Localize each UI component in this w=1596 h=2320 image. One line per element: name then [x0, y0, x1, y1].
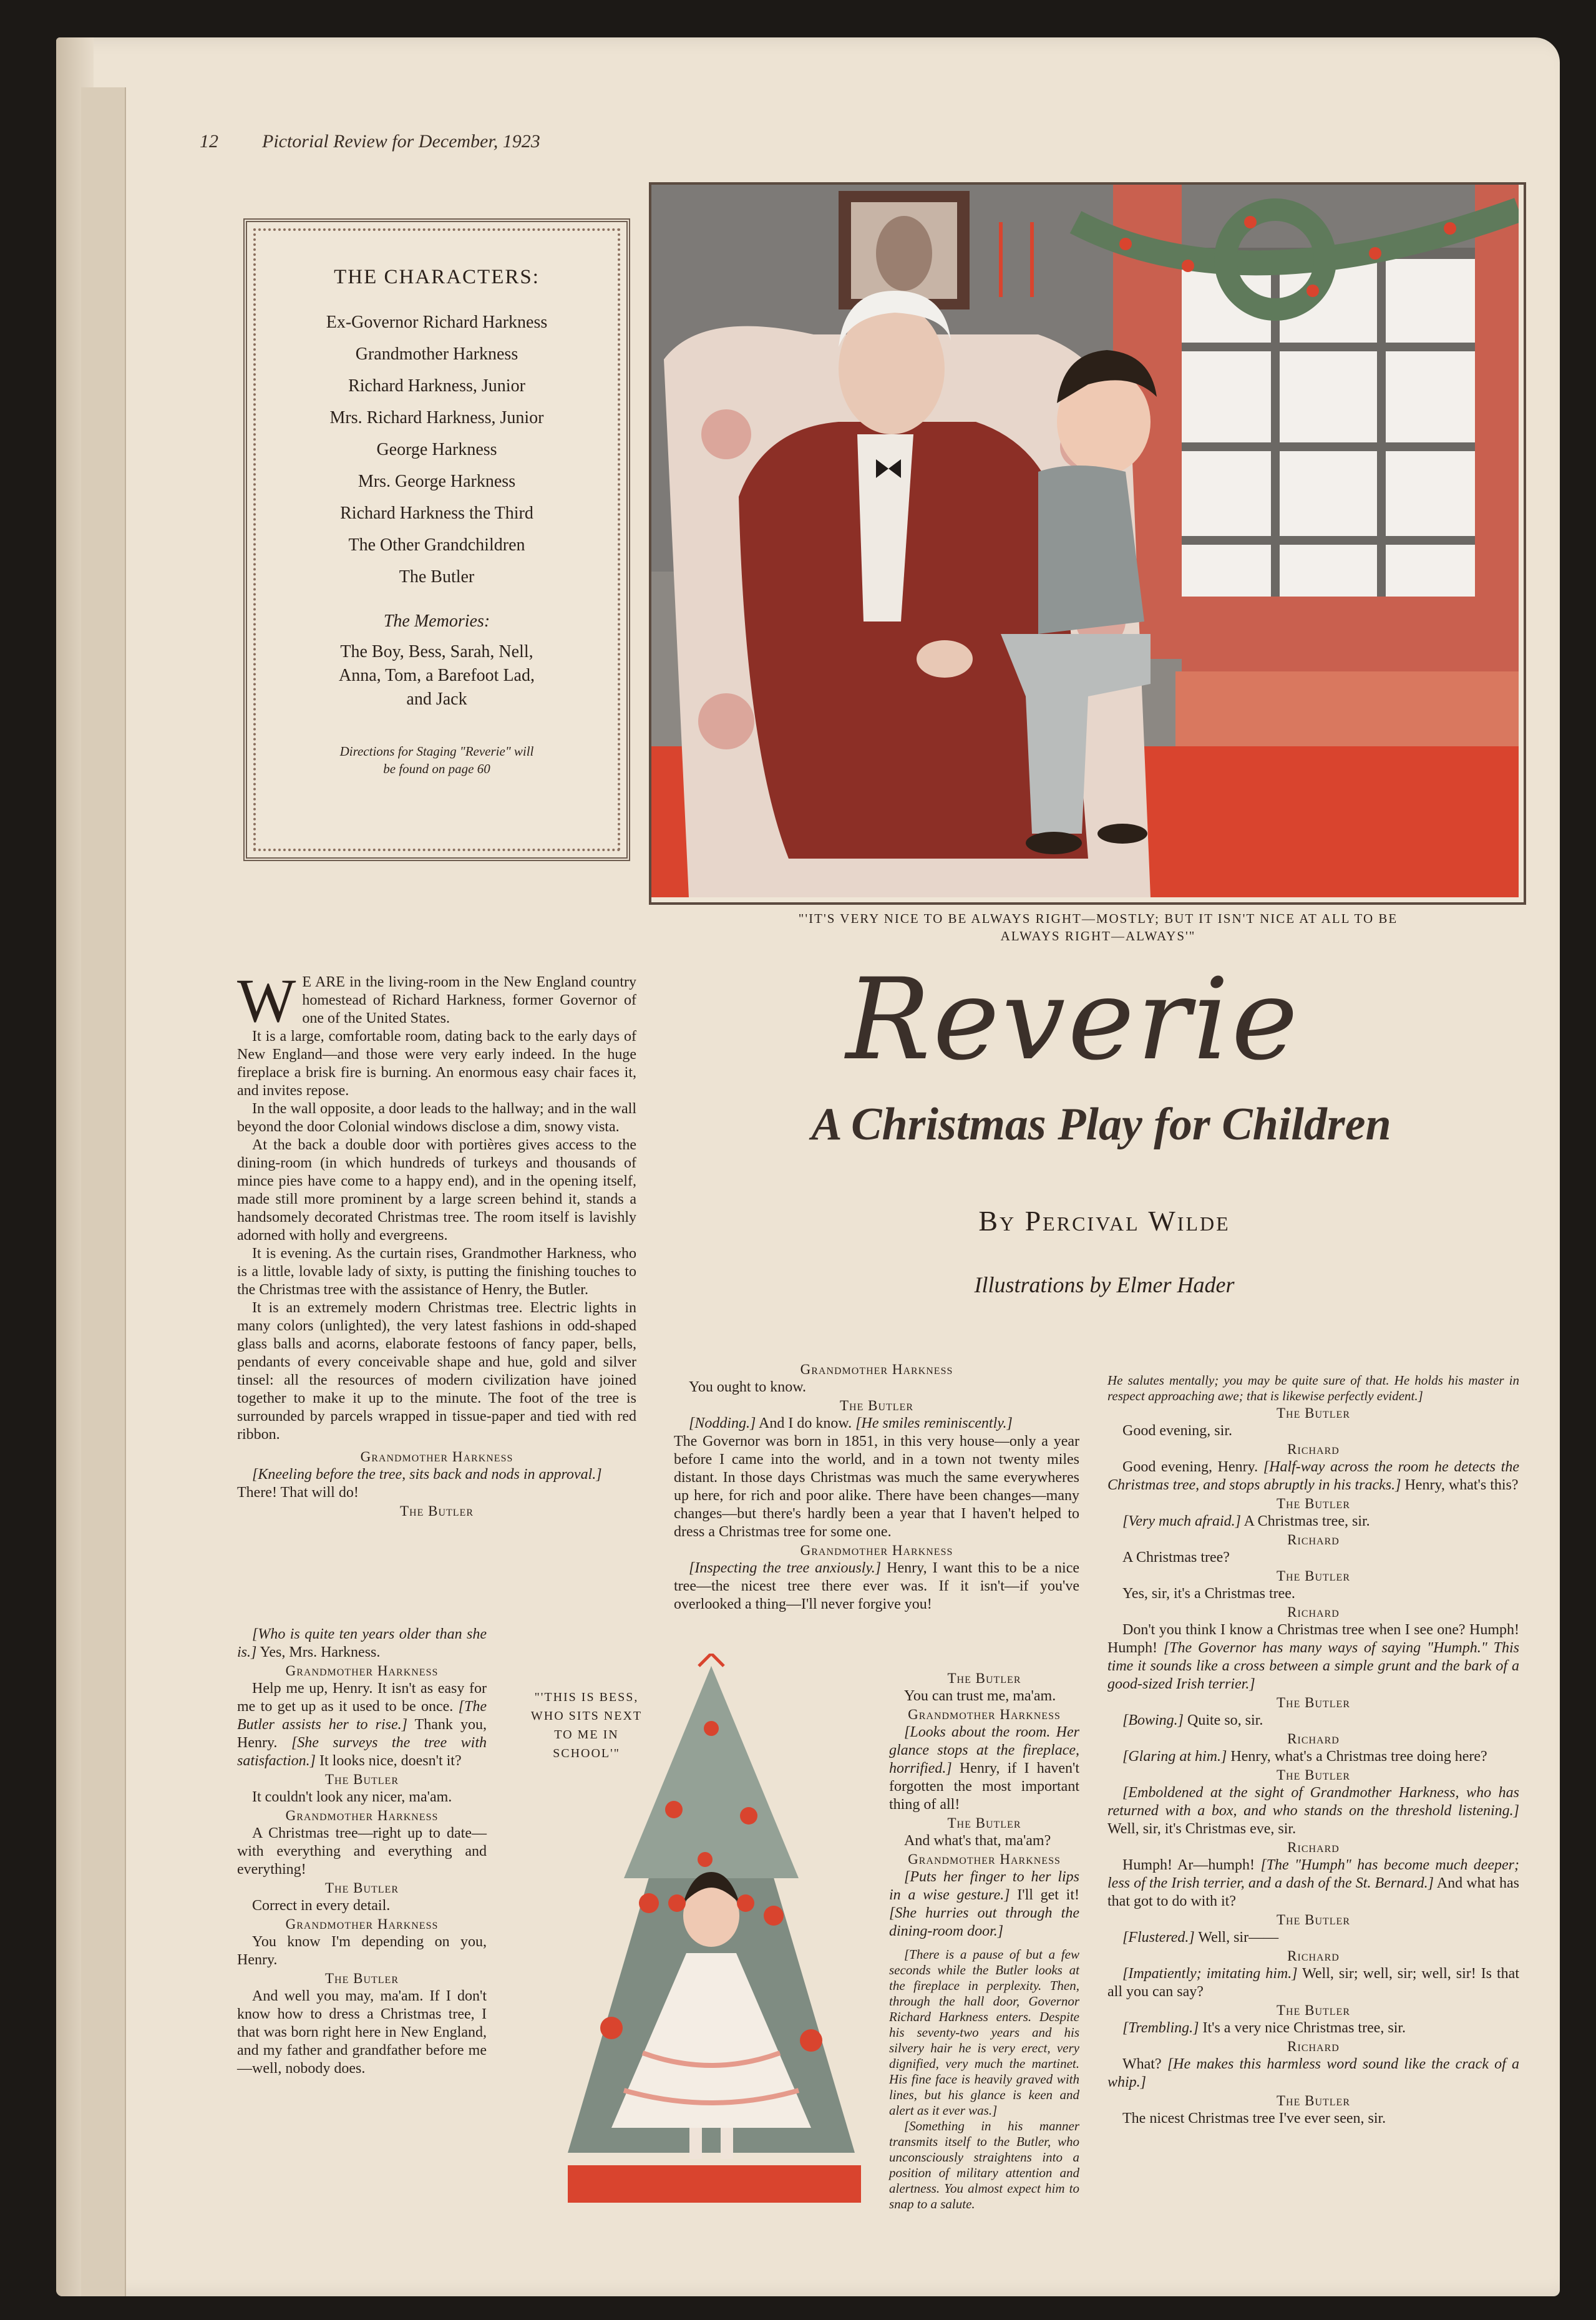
drop-cap: W [237, 966, 296, 1035]
speaker: The Butler [324, 1772, 399, 1787]
staging-directions: Directions for Staging "Reverie" will be found on page 60 [339, 744, 534, 776]
speaker: The Butler [1276, 1912, 1350, 1928]
speaker: The Butler [1276, 2093, 1350, 2108]
speaker: Grandmother Harkness [360, 1449, 513, 1465]
speaker: The Butler [399, 1503, 474, 1519]
speaker: Richard [1287, 1532, 1340, 1547]
memories-line: The Boy, Bess, Sarah, Nell, [340, 642, 533, 661]
speaker: Richard [1287, 1948, 1340, 1964]
speaker: Richard [1287, 1731, 1340, 1747]
speaker: Grandmother Harkness [285, 1808, 439, 1823]
column-intro-top: W E ARE in the living-room in the New England country homestead of Richard Harkness, former Governor of one of the United States. It is a large, comfortable room, dating back to the early days of New England—and those were very early indeed. In the huge fireplace a brisk fire is burning. An enormous easy chair faces it, and invites repose. In the wall opposite, a door leads to the hallway; and in the wall beyond the door Colonial windows disclose a dim, snowy vista. At the back a double door with portières gives access to the dining-room (in which hundreds of turkeys and thousands of mince pies have come to a happy end), and in the opening itself, made still more prominent by a large screen behind it, stands a handsomely decorated Christmas tree. The room itself is lavishly adorned with holly and evergreens. It is evening. As the curtain rises, Grandmother Harkness, who is a little, lovable lady of sixty, is putting the finishing touches to the Christmas tree with the assistance of Henry, the Butler. It is an extremely modern Christmas tree. Electric lights in many colors (unlighted), the very latest fashions in odd-shaped glass balls and acorns, elaborate festoons of fancy paper, bells, pendants of every conceivable shape and hue, gold and silver tinsel: all the resources of modern civilization have joined together to make it up to the minute. The foot of the tree is surrounded by parcels wrapped in tissue-paper and tied with red ribbon. Grandmother Harkness [Kneeling before the tree, sits back and nods in approval.] There! That will do! The Butler [237, 966, 636, 1519]
speaker: Richard [1287, 2039, 1340, 2054]
speaker: Grandmother Harkness [800, 1362, 953, 1377]
speaker: The Butler [1276, 1695, 1350, 1710]
character-item: Mrs. George Harkness [358, 472, 516, 491]
stage-direction: He salutes mentally; you may be quite sure of that. He holds his master in respect approaching awe; that is likewise perfectly evident.] [1107, 1373, 1519, 1403]
speaker: The Butler [1276, 2002, 1350, 2018]
author-byline: By Percival Wilde [978, 1205, 1230, 1237]
speaker: Grandmother Harkness [800, 1543, 953, 1558]
character-item: Mrs. Richard Harkness, Junior [329, 408, 544, 427]
speaker: The Butler [1276, 1405, 1350, 1421]
column-right: He salutes mentally; you may be quite sure of that. He holds his master in respect approaching awe; that is likewise perfectly evident.] The Butler Good evening, sir. Richard Good evening, Henry. [Half-way across the room he detects the Christmas tree, and stops abruptly in his tracks.] Henry, what's this? The Butler [Very much afraid.] A Christmas tree, sir. Richard A Christmas tree? The Butler Yes, sir, it's a Christmas tree. Richard Don't you think I know a Christmas tree when I see one? Humph! Humph! [The Governor has many ways of saying "Humph." This time it sounds like a cross between a simple grunt and the bark of a good-sized Irish terrier.] The Butler [Bowing.] Quite so, sir. Richard [Glaring at him.] Henry, what's a Christmas tree doing here? The Butler [Emboldened at the sight of Grandmother Harkness, who has returned with a box, and who stands on the threshold listening.] Well, sir, it's Christmas eve, sir. Richard Humph! Ar—humph! [The "Humph" has become much deeper; less of the Irish terrier, and a dash of the St. Bernard.] And what has that got to do with it? The Butler [Flustered.] Well, sir—— Richard [Impatiently; imitating him.] Well, sir; well, sir; well, sir! Is that all you can say? The Butler [Trembling.] It's a very nice Christmas tree, sir. Richard What? [He makes this harmless word sound like the crack of a whip.] The Butler The nicest Christmas tree I've ever seen, sir. [1107, 1373, 1520, 2127]
speaker: The Butler [947, 1815, 1021, 1831]
character-item: Grandmother Harkness [355, 344, 518, 364]
illustration-caption: "'IT'S VERY NICE TO BE ALWAYS RIGHT—MOSTLY; BUT IT ISN'T NICE AT ALL TO BE ALWAYS RIGHT—ALWAYS'" [798, 911, 1398, 943]
speaker: Grandmother Harkness [285, 1663, 439, 1679]
column-dialogue-left: [Who is quite ten years older than she is.] Yes, Mrs. Harkness. Grandmother Harkness Help me up, Henry. It isn't as easy for me to get up as it used to be once. [The Butler assists her to rise.] Thank you, Henry. [She surveys the tree with satisfaction.] It looks nice, doesn't it? The Butler It couldn't look any nicer, ma'am. Grandmother Harkness A Christmas tree—right up to date—with everything and everything and everything! The Butler Correct in every detail. Grandmother Harkness You know I'm depending on you, Henry. The Butler And well you may, ma'am. If I don't know how to dress a Christmas tree, I that was born right here in New England, and my father and grandfather before me—well, nobody does. [237, 1626, 487, 2077]
speaker: The Butler [324, 1971, 399, 1986]
character-item: The Butler [399, 567, 475, 587]
speaker: The Butler [839, 1398, 913, 1413]
column-middle: Grandmother Harkness You ought to know. The Butler [Nodding.] And I do know. [He smiles reminiscently.] The Governor was born in 1851, in this very house—only a year before I came into the world, and in a town not twenty miles distant. In those days Christmas was much the same everywheres up here, for rich and poor alike. There have been changes—many changes—but there's hardly been a year that I haven't helped to dress a Christmas tree for some one. Grandmother Harkness [Inspecting the tree anxiously.] Henry, I want this to be a nice tree—the nicest tree there ever was. If it isn't—if you've overlooked a thing—I'll never forgive you! [674, 1362, 1079, 1612]
stage-direction: [There is a pause of but a few seconds while the Butler looks at the fireplace in perplexity. Then, through the hall door, Governor Richard Harkness enters. Despite his seventy-two years and his silvery hair he is very erect, very dignified, very much the martinet. His fine face is heavily graved with lines, but his glance is keen and alert as it ever was.] [889, 1947, 1079, 2118]
stage-direction: [Something in his manner transmits itself to the Butler, who unconsciously straightens into a position of military attention and alertness. You almost expect him to snap to a salute. [889, 2118, 1079, 2211]
speaker: Grandmother Harkness [285, 1916, 439, 1932]
character-item: Richard Harkness, Junior [348, 376, 525, 396]
magazine-page [56, 37, 1560, 2296]
illustration-svg [651, 185, 1519, 897]
grandfather-and-boy-illustration [649, 182, 1526, 905]
speaker: Grandmother Harkness [908, 1851, 1061, 1867]
tree-caption: "'THIS IS BESS, WHO SITS NEXT TO ME IN SCHOOL'" [530, 1690, 643, 1760]
memories-line: Anna, Tom, a Barefoot Lad, [339, 666, 535, 685]
characters-box [243, 218, 630, 861]
character-item: George Harkness [376, 440, 497, 459]
column-middle-narrow: The Butler You can trust me, ma'am. Grandmother Harkness [Looks about the room. Her glance stops at the fireplace, horrified.] Henry, if I haven't forgotten the most important thing of all! The Butler And what's that, ma'am? Grandmother Harkness [Puts her finger to her lips in a wise gesture.] I'll get it! [She hurries out through the dining-room door.] [There is a pause of but a few seconds while the Butler looks at the fireplace in perplexity. Then, through the hall door, Governor Richard Harkness enters. Despite his seventy-two years and his silvery hair he is very erect, very dignified, very much the martinet. His fine face is heavily graved with lines, but his glance is keen and alert as it ever was.] [Something in his manner transmits itself to the Butler, who unconsciously straightens into a position of military attention and alertness. You almost expect him to snap to a salute. [889, 1670, 1079, 2211]
speaker: The Butler [947, 1670, 1021, 1686]
speaker: Richard [1287, 1840, 1340, 1855]
speaker: The Butler [1276, 1767, 1350, 1783]
play-subtitle: A Christmas Play for Children [811, 1099, 1391, 1150]
page-edge [81, 87, 126, 2296]
memories-line: and Jack [406, 690, 467, 709]
character-item: Ex-Governor Richard Harkness [326, 313, 548, 332]
speaker: Richard [1287, 1604, 1340, 1620]
speaker: The Butler [1276, 1496, 1350, 1511]
speaker: Grandmother Harkness [908, 1707, 1061, 1722]
character-item: The Other Grandchildren [348, 535, 525, 555]
page-number: 12 [200, 131, 218, 152]
speaker: The Butler [324, 1880, 399, 1896]
memories-title: The Memories: [383, 612, 490, 631]
publication-header: Pictorial Review for December, 1923 [262, 131, 540, 152]
speaker: Richard [1287, 1441, 1340, 1457]
speaker: The Butler [1276, 1568, 1350, 1584]
illustrator-credit: Illustrations by Elmer Hader [974, 1272, 1235, 1297]
play-title: Reverie [845, 955, 1301, 1085]
characters-title: THE CHARACTERS: [334, 266, 540, 288]
character-item: Richard Harkness the Third [340, 504, 533, 523]
